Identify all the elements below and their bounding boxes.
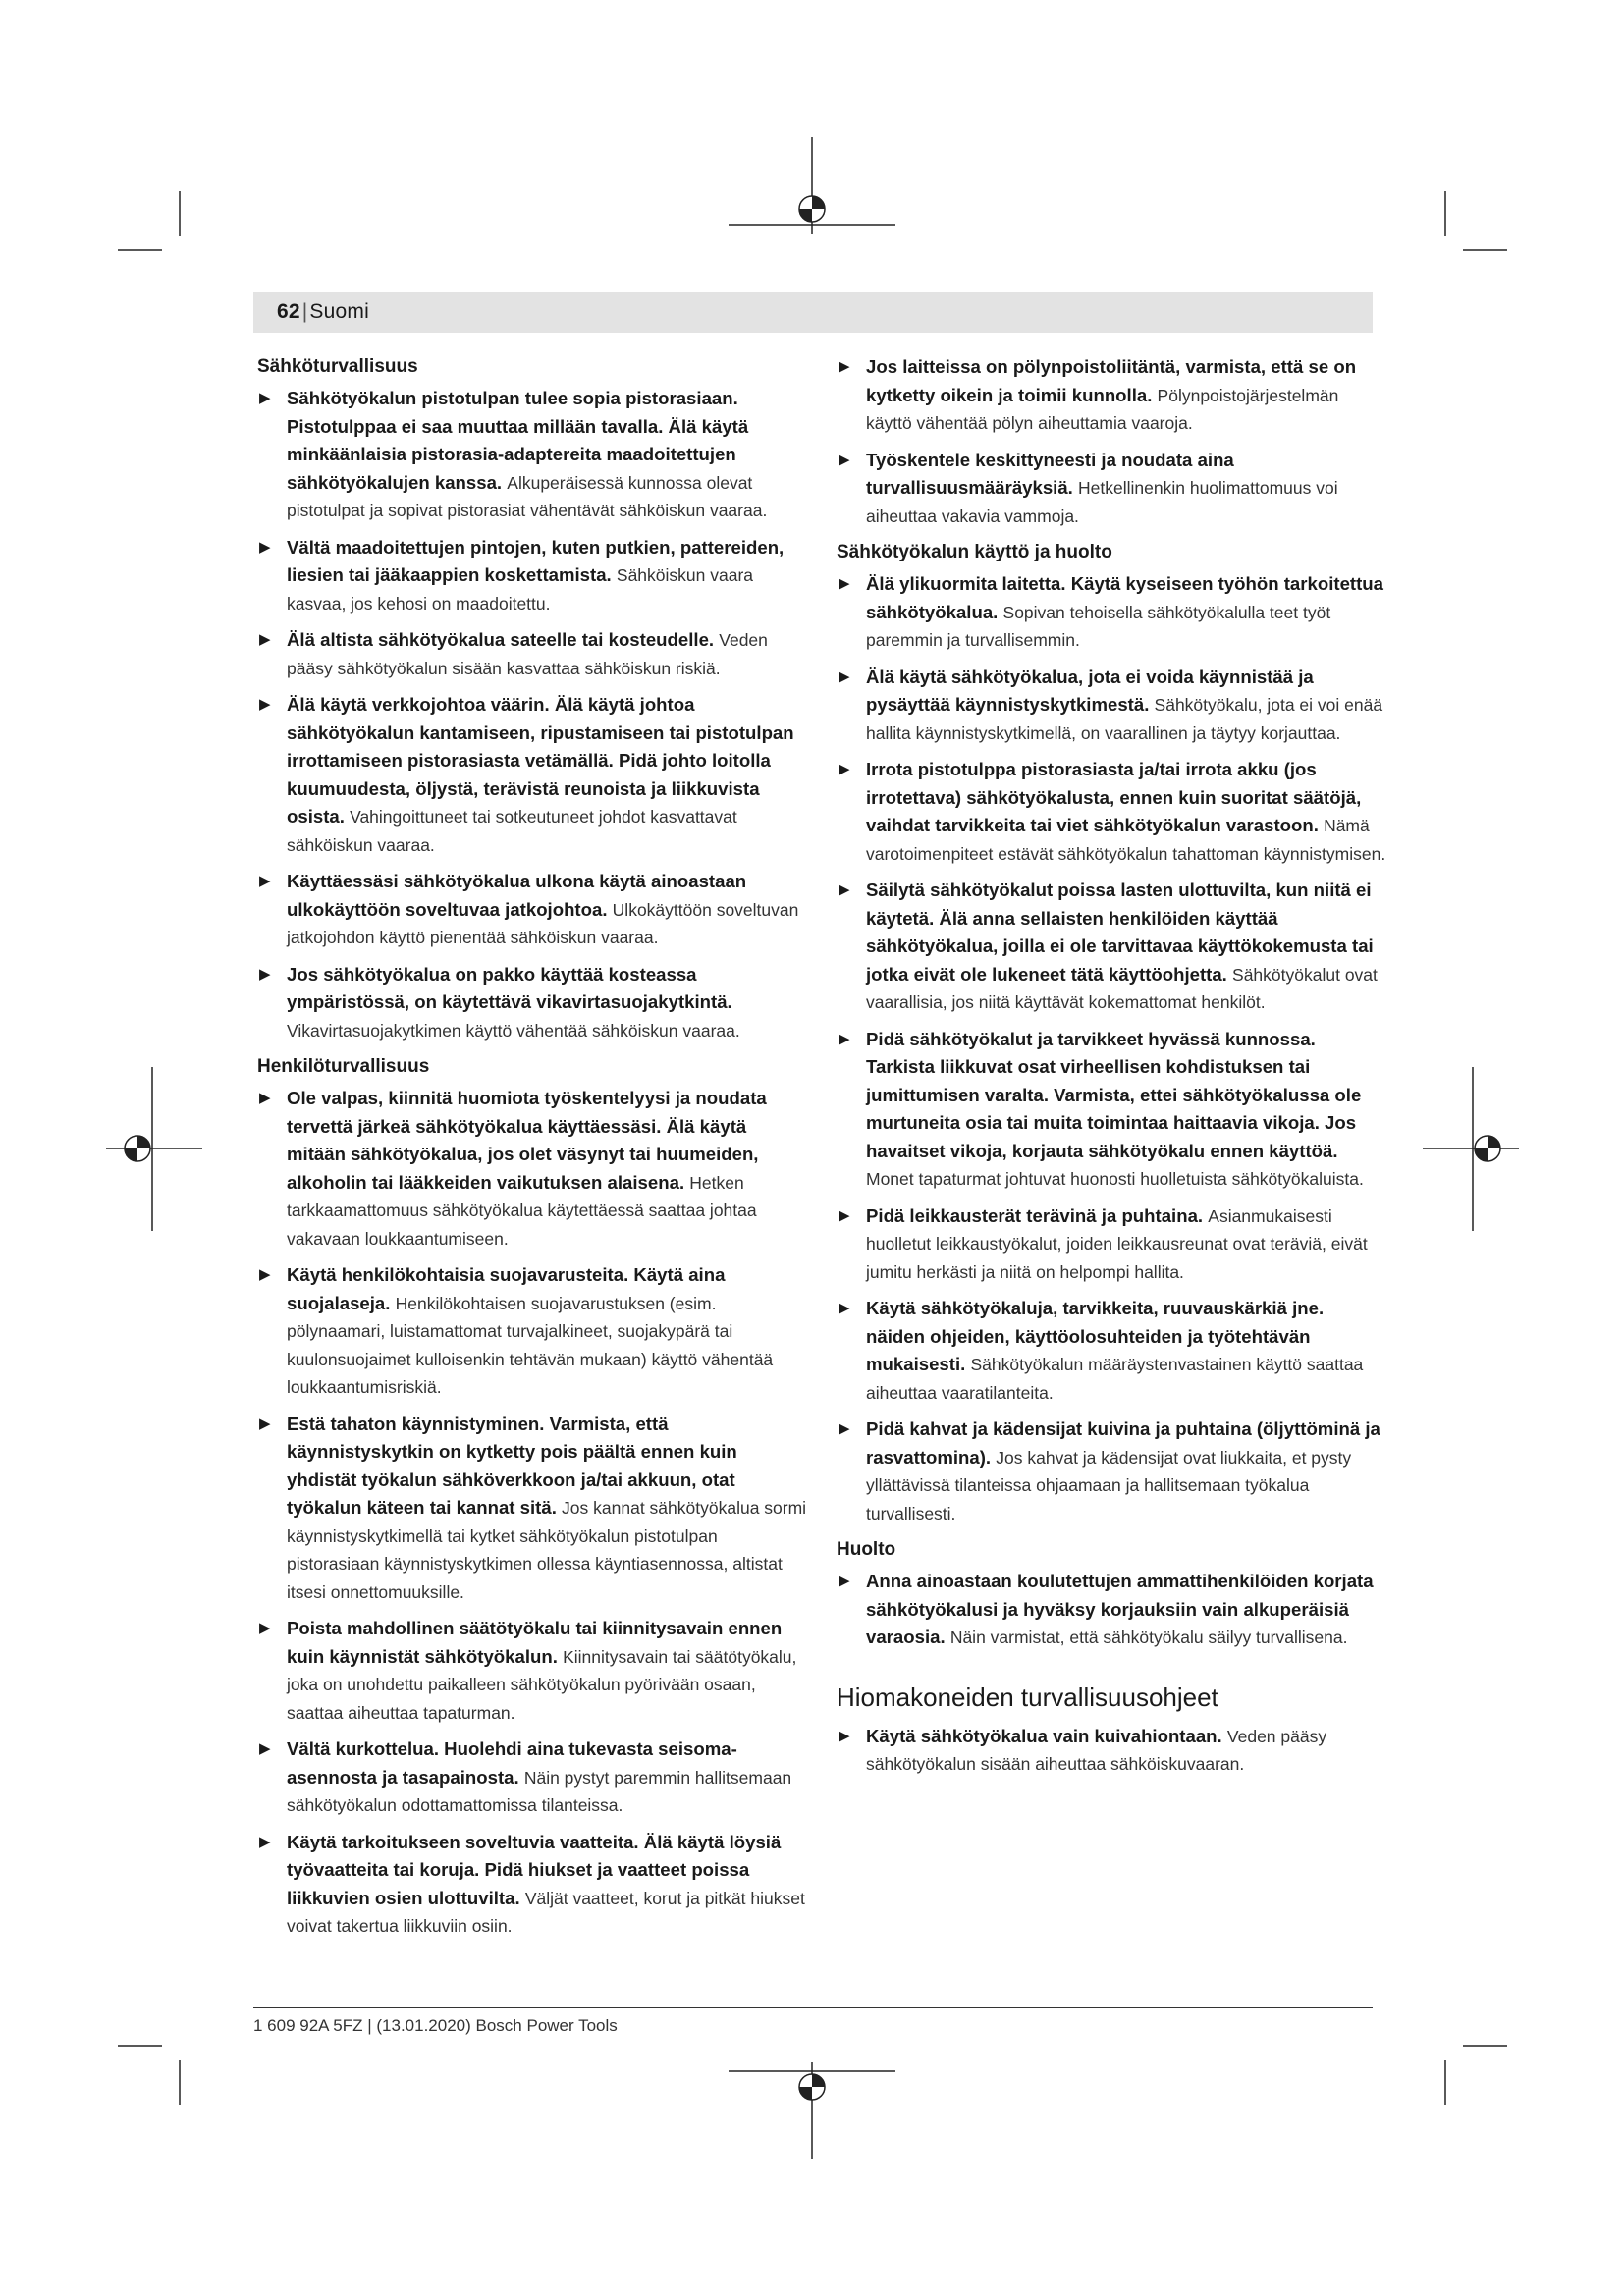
instruction-explanation: Jos kahvat ja kädensijat ovat liukkaita, et pysty yllättävissä tilanteissa ohjaamaan ja hallitsemaan työkalua turvallisesti. (866, 1447, 1352, 1523)
instruction-explanation: Vikavirtasuojakytkimen käyttö vähentää sähköiskun vaaraa. (287, 1020, 740, 1041)
safety-item (837, 756, 1386, 868)
bullet-triangle-icon: ▶ (259, 873, 271, 889)
instruction-explanation: Hetken tarkkaamattomuus sähkötyökalua käytettäessä saattaa johtaa vakavaan loukkaantumiseen. (287, 1172, 757, 1249)
instruction-bold: Käytä sähkötyökaluja, tarvikkeita, ruuvauskärkiä jne. näiden ohjeiden, käyttöolosuhteiden ja työtehtävän mukaisesti. (866, 1298, 1325, 1374)
bullet-triangle-icon: ▶ (839, 451, 850, 468)
bullet-triangle-icon: ▶ (259, 1620, 271, 1636)
main-section-heading: Hiomakoneiden turvallisuusohjeet (837, 1682, 1218, 1712)
bullet-triangle-icon: ▶ (259, 1266, 271, 1283)
safety-item (257, 1829, 807, 1941)
instruction-explanation: Nämä varotoimenpiteet estävät sähkötyökalun tahattoman käynnistymisen. (866, 816, 1386, 864)
instruction-bold: Vältä kurkottelua. Huolehdi aina tukevasta seisoma-asennosta ja tasapainosta. (287, 1738, 737, 1788)
instruction-explanation: Monet tapaturmat johtuvat huonosti huolletuista sähkötyökaluista. (866, 1169, 1364, 1189)
instruction-explanation: Vahingoittuneet tai sotkeutuneet johdot kasvattavat sähköiskun vaaraa. (287, 807, 737, 855)
bullet-triangle-icon: ▶ (839, 1300, 850, 1316)
instruction-bold: Älä altista sähkötyökalua sateelle tai kosteudelle. (287, 629, 715, 650)
instruction-explanation: Kiinnitysavain tai säätötyökalu, joka on unohdettu paikalleen sähkötyökalun pyörivään osaan, saattaa aiheuttaa tapaturman. (287, 1646, 797, 1723)
instruction-bold: Vältä maadoitettujen pintojen, kuten putkien, pattereiden, liesien tai jääkaappien koskettamista. (287, 536, 785, 585)
instruction-bold: Poista mahdollinen säätötyökalu tai kiinnitysavain ennen kuin käynnistät sähkötyökalun. (287, 1618, 783, 1667)
bullet-triangle-icon: ▶ (259, 538, 271, 556)
section-heading: Sähköturvallisuus (257, 356, 418, 377)
safety-item (837, 1415, 1386, 1527)
instruction-explanation: Näin varmistat, että sähkötyökalu säilyy turvallisena. (949, 1628, 1348, 1647)
bullet-triangle-icon: ▶ (259, 965, 271, 983)
instruction-bold: Jos laitteissa on pölynpoistoliitäntä, varmista, että se on kytketty oikein ja toimii kunnolla. (866, 356, 1357, 405)
instruction-explanation: Hetkellinenkin huolimattomuus voi aiheuttaa vakavia vammoja. (866, 478, 1338, 526)
bullet-triangle-icon: ▶ (839, 881, 850, 898)
safety-item (837, 1723, 1386, 1779)
instruction-explanation: Väljät vaatteet, korut ja pitkät hiukset voivat takertua liikkuviin osiin. (287, 1888, 805, 1936)
safety-item (837, 353, 1386, 438)
instruction-explanation: Alkuperäisessä kunnossa olevat pistotulpat ja sopivat pistorasiat vähentävät sähköiskun vaaraa. (287, 472, 768, 520)
instruction-explanation: Veden pääsy sähkötyökalun sisään kasvattaa sähköiskun riskiä. (287, 630, 768, 678)
instruction-bold: Anna ainoastaan koulutettujen ammattihenkilöiden korjata sähkötyökalusi ja hyväksy korjauksiin vain alkuperäisiä varaosia. (866, 1571, 1374, 1647)
bullet-triangle-icon: ▶ (839, 1727, 850, 1744)
bullet-triangle-icon: ▶ (839, 667, 850, 685)
instruction-bold: Sähkötyökalun pistotulpan tulee sopia pistorasiaan. Pistotulppaa ei saa muuttaa millään tavalla. Älä käytä minkäänlaisia pistorasia-adaptereita maadoitettujen sähkötyökalujen kanssa. (287, 388, 749, 493)
safety-item (257, 626, 807, 682)
instruction-explanation: Sähkötyökalut ovat vaarallisia, jos niitä käyttävät kokemattomat henkilöt. (866, 964, 1378, 1012)
instruction-bold: Käyttäessäsi sähkötyökalua ulkona käytä ainoastaan ulkokäyttöön soveltuvaa jatkojohtoa. (287, 871, 747, 920)
safety-item (837, 1026, 1386, 1194)
safety-item (257, 961, 807, 1045)
safety-item (257, 1411, 807, 1607)
instruction-explanation: Sähköiskun vaara kasvaa, jos kehosi on maadoitettu. (287, 565, 754, 614)
bullet-triangle-icon: ▶ (259, 1090, 271, 1106)
bullet-triangle-icon: ▶ (259, 1833, 271, 1850)
instruction-explanation: Sähkötyökalu, jota ei voi enää hallita käynnistyskytkimellä, on vaarallinen ja täytyy korjauttaa. (866, 695, 1383, 743)
instruction-bold: Työskentele keskittyneesti ja noudata aina turvallisuusmääräyksiä. (866, 449, 1234, 498)
safety-item (257, 385, 807, 525)
instruction-explanation: Sähkötyökalun määräystenvastainen käyttö saattaa aiheuttaa vaaratilanteita. (866, 1355, 1364, 1403)
safety-item (837, 447, 1386, 531)
instruction-bold: Pidä sähkötyökalut ja tarvikkeet hyvässä kunnossa. Tarkista liikkuvat osat virheellisen kohdistuksen tai jumittumisen varalta. Varmista, ettei sähkötyökalussa ole murtuneita osia tai muita toimintaa haittaavia vikoja. Jos havaitset vikoja, korjauta sähkötyökalu ennen käyttöä. (866, 1028, 1362, 1161)
left-column (257, 353, 807, 1949)
safety-item (257, 691, 807, 859)
instruction-explanation: Ulkokäyttöön soveltuvan jatkojohdon käyttö pienentää sähköiskun vaaraa. (287, 899, 799, 947)
instruction-explanation: Henkilökohtaisen suojavarustuksen (esim. pölynaamari, luistamattomat turvajalkineet, suojakypärä tai kuulonsuojaimet kulloisenkin tehtävän mukaan) käyttö vähentää loukkaantumisriskiä. (287, 1293, 774, 1397)
instruction-bold: Käytä tarkoitukseen soveltuvia vaatteita. Älä käytä löysiä työvaatteita tai koruja. Pidä hiukset ja vaatteet poissa liikkuvien osien ulottuvilta. (287, 1831, 782, 1908)
instruction-bold: Ole valpas, kiinnitä huomiota työskentelyysi ja noudata tervettä järkeä sähkötyökalua käyttäessäsi. Älä käytä mitään sähkötyökalua, jos olet väsynyt tai huumeiden, alkoholin tai lääkkeiden vaikutuksen alaisena. (287, 1088, 767, 1193)
page-number: 62 (277, 300, 300, 323)
bullet-triangle-icon: ▶ (259, 631, 271, 648)
instruction-explanation: Asianmukaisesti huolletut leikkaustyökalut, joiden leikkausreunat ovat teräviä, eivät jumitu herkästi ja niitä on helpompi hallita. (866, 1205, 1368, 1282)
safety-item (257, 1615, 807, 1727)
footer: 1 609 92A 5FZ | (13.01.2020) Bosch Power Tools (253, 2016, 618, 2035)
instruction-bold: Käytä sähkötyökalua vain kuivahiontaan. (866, 1725, 1222, 1746)
section-heading: Henkilöturvallisuus (257, 1056, 430, 1077)
safety-item (837, 1295, 1386, 1407)
instruction-bold: Irrota pistotulppa pistorasiasta ja/tai irrota akku (jos irrotettava) sähkötyökalusta, ennen kuin suoritat säätöjä, vaihdat tarvikkeita tai viet sähkötyökalun varastoon. (866, 759, 1362, 835)
bullet-triangle-icon: ▶ (259, 390, 271, 406)
instruction-bold: Älä ylikuormita laitetta. Käytä kyseiseen työhön tarkoitettua sähkötyökalua. (866, 573, 1383, 622)
bullet-triangle-icon: ▶ (839, 358, 850, 375)
safety-item (257, 868, 807, 952)
safety-item (257, 534, 807, 618)
instruction-bold: Käytä henkilökohtaisia suojavarusteita. Käytä aina suojalaseja. (287, 1264, 726, 1313)
section-heading: Sähkötyökalun käyttö ja huolto (837, 542, 1112, 562)
header-band (253, 292, 1373, 333)
safety-item (837, 570, 1386, 655)
safety-item (837, 1202, 1386, 1287)
safety-item (257, 1261, 807, 1402)
safety-item (837, 664, 1386, 748)
instruction-bold: Jos sähkötyökalua on pakko käyttää kosteassa ympäristössä, on käytettävä vikavirtasuojakytkintä. (287, 963, 732, 1012)
bullet-triangle-icon: ▶ (259, 1415, 271, 1432)
footer-rule (253, 2007, 1373, 2008)
instruction-bold: Estä tahaton käynnistyminen. Varmista, että käynnistyskytkin on kytketty pois päältä ennen kuin yhdistät työkalun sähköverkkoon ja/tai akkuun, otat työkalun käteen tai kannat sitä. (287, 1413, 737, 1518)
bullet-triangle-icon: ▶ (259, 1740, 271, 1757)
bullet-triangle-icon: ▶ (259, 696, 271, 713)
safety-item (837, 877, 1386, 1017)
safety-item (837, 1568, 1386, 1652)
section-heading: Huolto (837, 1539, 896, 1560)
bullet-triangle-icon: ▶ (839, 1573, 850, 1589)
instruction-explanation: Pölynpoistojärjestelmän käyttö vähentää pölyn aiheuttamia vaaroja. (866, 385, 1339, 433)
instruction-bold: Pidä leikkausterät terävinä ja puhtaina. (866, 1204, 1204, 1226)
bullet-triangle-icon: ▶ (839, 1206, 850, 1224)
instruction-bold: Älä käytä verkkojohtoa väärin. Älä käytä johtoa sähkötyökalun kantamiseen, ripustamiseen tai pistotulpan irrottamiseen pistorasiasta vetämällä. Pidä johto loitolla kuumuudesta, öljystä, terävistä reunoista ja liikkuvista osista. (287, 694, 794, 827)
safety-item (257, 1085, 807, 1253)
page-header (277, 299, 369, 325)
instruction-bold: Älä käytä sähkötyökalua, jota ei voida käynnistää ja pysäyttää käynnistyskytkimestä. (866, 666, 1314, 715)
instruction-bold: Säilytä sähkötyökalut poissa lasten ulottuvilta, kun niitä ei käytetä. Älä anna sellaisten henkilöiden käyttää sähkötyökalua, joilla ei ole tarvittavaa käyttökokemusta tai jotka eivät ole lukeneet tätä käyttöohjetta. (866, 880, 1374, 985)
bullet-triangle-icon: ▶ (839, 1420, 850, 1437)
instruction-explanation: Veden pääsy sähkötyökalun sisään aiheuttaa sähköiskuvaaran. (866, 1726, 1327, 1774)
instruction-explanation: Jos kannat sähkötyökalua sormi käynnistyskytkimellä tai kytket sähkötyökalun pistotulpan pistorasiaan käynnistyskytkimen ollessa käyntiasennossa, altistat itsesi onnettomuuksille. (287, 1498, 807, 1602)
bullet-triangle-icon: ▶ (839, 1030, 850, 1047)
instruction-bold: Pidä kahvat ja kädensijat kuivina ja puhtaina (öljyttöminä ja rasvattomina). (866, 1418, 1380, 1468)
right-column (837, 353, 1386, 1788)
instruction-explanation: Sopivan tehoisella sähkötyökalulla teet työt paremmin ja turvallisemmin. (866, 602, 1331, 650)
header-separator: | (301, 300, 308, 323)
bullet-triangle-icon: ▶ (839, 761, 850, 777)
safety-item (257, 1735, 807, 1820)
header-language: Suomi (309, 300, 369, 323)
instruction-explanation: Näin pystyt paremmin hallitsemaan sähkötyökalun odottamattomissa tilanteissa. (287, 1767, 792, 1815)
bullet-triangle-icon: ▶ (839, 575, 850, 592)
